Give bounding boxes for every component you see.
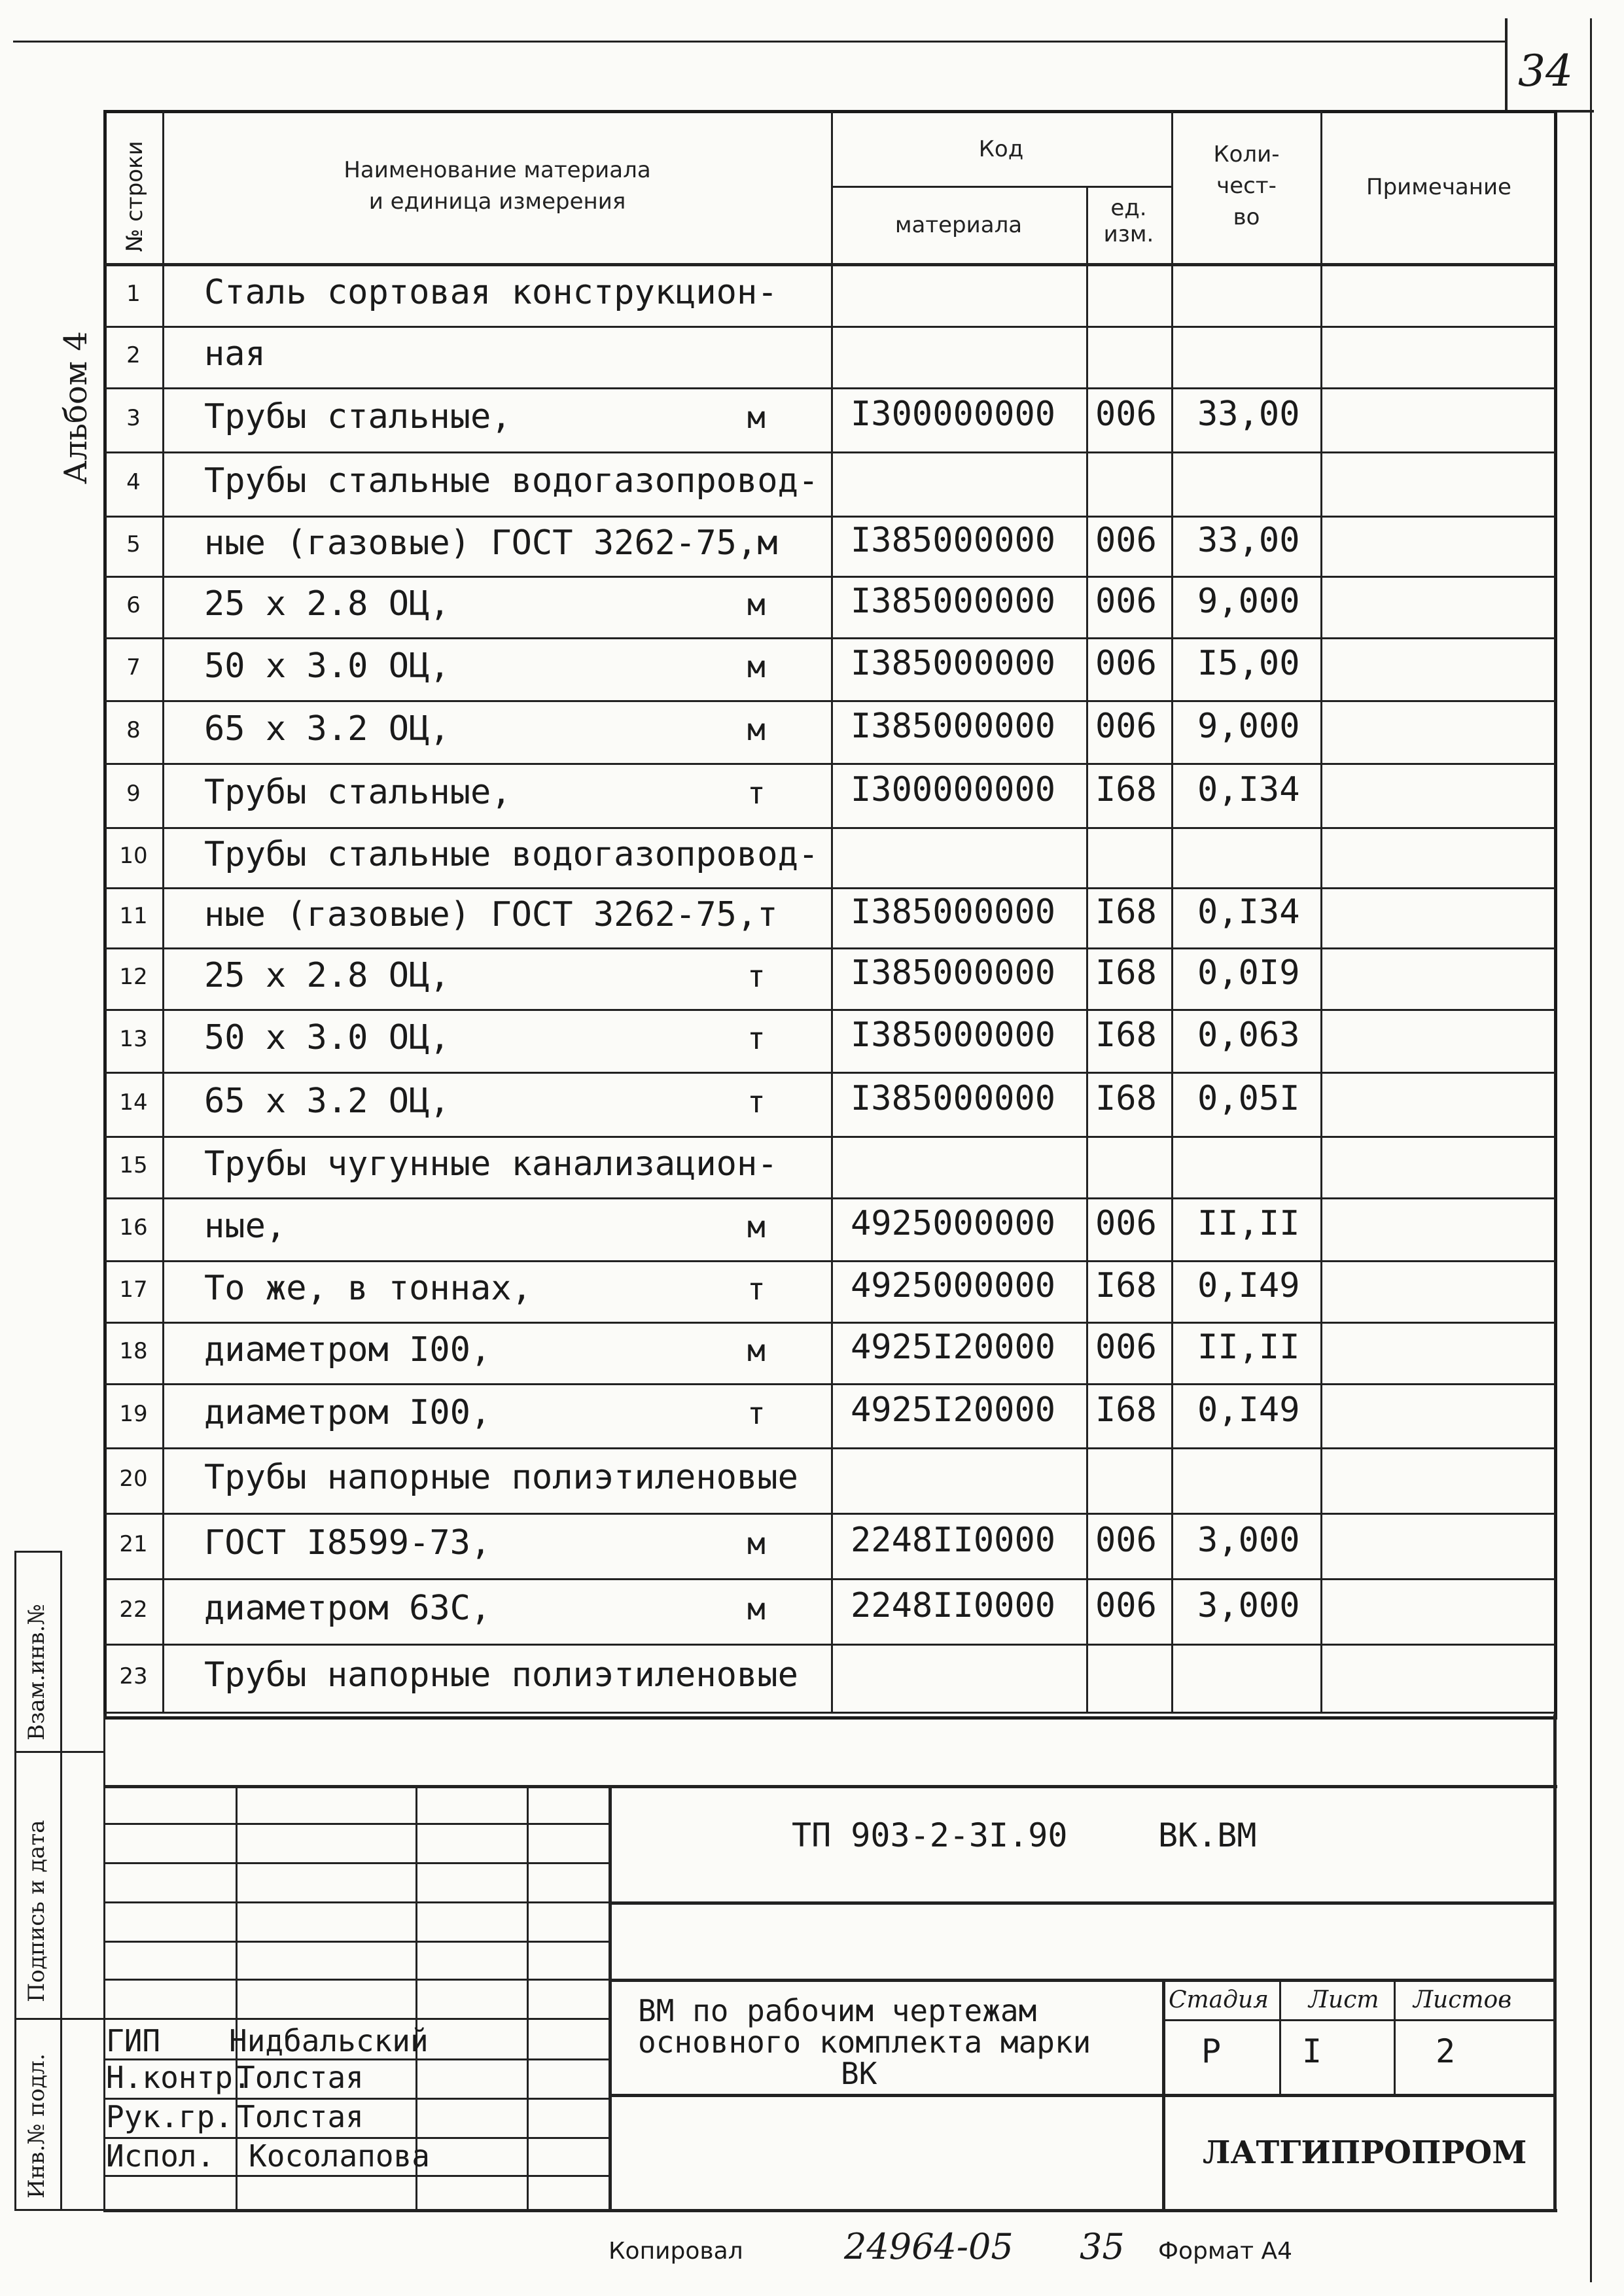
row-unit: м [747, 1591, 766, 1627]
footer-sub: 35 [1080, 2226, 1125, 2267]
row-number: 8 [126, 717, 141, 743]
row-line [105, 1260, 1556, 1262]
row-line [105, 763, 1556, 765]
stage-label: Стадия [1169, 1987, 1269, 2013]
row-unit: м [747, 400, 766, 435]
stamp-bottom-line [103, 2209, 1557, 2212]
row-line [105, 1578, 1556, 1580]
row-code: I300000000 [851, 395, 1056, 434]
col-line-5 [1320, 111, 1322, 1712]
stamp-h4 [105, 1941, 610, 1943]
row-number: 3 [126, 405, 141, 431]
row-name: Трубы напорные полиэтиленовые [204, 1458, 798, 1497]
row-code: I385000000 [851, 892, 1056, 932]
row-code: 2248II0000 [851, 1586, 1056, 1625]
doc-mark: ВК.ВМ [1158, 1816, 1257, 1854]
row-code: I385000000 [851, 521, 1056, 560]
row-code: I385000000 [851, 1016, 1056, 1055]
header-row-no: № строки [122, 141, 148, 252]
row-name: Трубы стальные, [204, 773, 512, 812]
stamp-stage-h [1163, 2019, 1556, 2021]
header-bottom-line [105, 263, 1556, 266]
row-code: I385000000 [851, 707, 1056, 746]
row-number: 10 [119, 843, 148, 869]
col-line-2 [831, 111, 833, 1712]
stamp-code-bottom [610, 1901, 1556, 1905]
sheet-number: 34 [1518, 46, 1573, 96]
row-name: Трубы напорные полиэтиленовые [204, 1655, 798, 1695]
row-name: диаметром 63С, [204, 1589, 491, 1628]
row-unit: м [747, 712, 766, 747]
row-line [105, 1513, 1556, 1515]
stamp-h3 [105, 1901, 610, 1903]
row-name: ные (газовые) ГОСТ 3262-75,т [204, 895, 778, 934]
row-code: I385000000 [851, 582, 1056, 621]
row-number: 22 [119, 1597, 148, 1623]
stamp-v1 [236, 1786, 238, 2210]
row-unit-code: I68 [1095, 953, 1157, 993]
row-name: Трубы стальные водогазопровод- [204, 461, 819, 501]
stamp-h2 [105, 1862, 610, 1864]
row-qty: 9,000 [1197, 582, 1300, 621]
row-unit: т [747, 1271, 766, 1307]
row-name: 50 x 3.0 ОЦ, [204, 646, 450, 686]
row-unit: м [747, 587, 766, 622]
doc-title-line3: ВК [841, 2056, 877, 2091]
stamp-person: Нидбальский [229, 2023, 429, 2058]
row-code: 2248II0000 [851, 1521, 1056, 1560]
row-qty: 0,I49 [1197, 1266, 1300, 1305]
row-number: 17 [119, 1277, 148, 1303]
row-code: I385000000 [851, 644, 1056, 683]
row-qty: 0,0I9 [1197, 953, 1300, 993]
side-strip-top [14, 1551, 62, 1553]
row-unit: м [747, 1209, 766, 1245]
sheet-value: I [1302, 2032, 1322, 2070]
row-code: I385000000 [851, 1079, 1056, 1118]
row-unit: м [747, 1526, 766, 1561]
stamp-person: Толстая [237, 2099, 364, 2134]
side-strip-right [60, 1551, 62, 2210]
header-qty: Коли- чест- во [1213, 141, 1280, 230]
row-qty: 0,I49 [1197, 1390, 1300, 1430]
doc-title-line1: ВМ по рабочим чертежам [638, 1993, 1037, 2028]
row-name: 65 x 3.2 ОЦ, [204, 709, 450, 749]
stamp-h5 [105, 1979, 610, 1981]
row-name: ная [204, 334, 266, 374]
row-unit: т [747, 775, 766, 811]
row-line [105, 451, 1556, 453]
stamp-role: Н.контр. [106, 2060, 251, 2095]
row-unit: т [747, 1396, 766, 1431]
row-number: 1 [126, 281, 141, 307]
row-unit-code: 006 [1095, 707, 1157, 746]
stamp-stage-left [1162, 1980, 1165, 2210]
row-number: 23 [119, 1663, 148, 1689]
side-strip-bottom [14, 2209, 105, 2211]
header-name: Наименование материала и единица измерения [344, 157, 651, 215]
row-number: 13 [119, 1026, 148, 1052]
stamp-stage-v2 [1394, 1980, 1396, 2095]
album-label: Альбом 4 [58, 331, 94, 484]
row-code: 4925I20000 [851, 1328, 1056, 1367]
row-qty: 0,05I [1197, 1079, 1300, 1118]
row-unit: т [747, 1084, 766, 1120]
row-name: ГОСТ I8599-73, [204, 1523, 491, 1563]
row-number: 11 [119, 903, 148, 929]
stamp-v3 [527, 1786, 529, 2210]
row-code: I300000000 [851, 770, 1056, 809]
row-unit-code: 006 [1095, 1586, 1157, 1625]
organization: ЛАТГИПРОПРОМ [1203, 2134, 1527, 2171]
row-name: Трубы чугунные канализацион- [204, 1144, 778, 1184]
row-name: 50 x 3.0 ОЦ, [204, 1018, 450, 1057]
row-qty: 33,00 [1197, 521, 1300, 560]
row-line [105, 1644, 1556, 1646]
row-qty: II,II [1197, 1204, 1300, 1243]
row-unit-code: I68 [1095, 1390, 1157, 1430]
row-code: 4925000000 [851, 1204, 1056, 1243]
side-swap-inv: Взам.инв.№ [24, 1604, 50, 1740]
row-name: диаметром I00, [204, 1393, 491, 1432]
stamp-stage-v1 [1279, 1980, 1281, 2095]
row-line [105, 827, 1556, 829]
col-line-3 [1086, 187, 1088, 1712]
row-qty: 3,000 [1197, 1586, 1300, 1625]
row-line [105, 516, 1556, 518]
stage-value: Р [1201, 2032, 1222, 2070]
row-number: 21 [119, 1531, 148, 1557]
stamp-h6 [105, 2018, 610, 2020]
doc-title-line2: основного комплекта марки [638, 2024, 1091, 2060]
row-code: 4925I20000 [851, 1390, 1056, 1430]
row-unit: м [747, 649, 766, 684]
stamp-title-top [610, 1979, 1556, 1982]
row-name: 25 x 2.8 ОЦ, [204, 584, 450, 624]
row-line [105, 700, 1556, 702]
row-unit-code: 006 [1095, 1521, 1157, 1560]
row-number: 15 [119, 1152, 148, 1178]
trim-line-top [13, 41, 1505, 43]
row-unit-code: I68 [1095, 770, 1157, 809]
trim-line-right [1590, 18, 1592, 2282]
side-strip-left [14, 1551, 16, 2210]
stamp-person: Толстая [237, 2060, 364, 2095]
row-code: 4925000000 [851, 1266, 1056, 1305]
row-number: 12 [119, 964, 148, 990]
row-number: 5 [126, 531, 141, 557]
row-line [105, 326, 1556, 328]
row-line [105, 1009, 1556, 1011]
stamp-title-bottom [610, 2094, 1556, 2097]
row-qty: 3,000 [1197, 1521, 1300, 1560]
stamp-h1 [105, 1823, 610, 1825]
row-name: Трубы стальные водогазопровод- [204, 835, 819, 874]
stamp-right-line [1553, 1714, 1557, 2212]
row-unit-code: I68 [1095, 1079, 1157, 1118]
side-sign-date: Подпись и дата [24, 1820, 50, 2002]
row-line [105, 1072, 1556, 1074]
row-name: Сталь сортовая конструкцион- [204, 273, 778, 312]
stamp-person: Косолапова [249, 2138, 430, 2174]
row-number: 14 [119, 1089, 148, 1116]
stamp-v4 [609, 1786, 612, 2210]
row-name: Трубы стальные, [204, 397, 512, 436]
row-unit-code: I68 [1095, 1016, 1157, 1055]
row-unit-code: 006 [1095, 582, 1157, 621]
header-note: Примечание [1366, 174, 1511, 200]
sheet-label: Лист [1309, 1987, 1379, 2013]
stamp-top-line [103, 1785, 1557, 1788]
row-code: I385000000 [851, 953, 1056, 993]
row-line [105, 637, 1556, 639]
row-name: диаметром I00, [204, 1330, 491, 1369]
row-number: 16 [119, 1214, 148, 1241]
row-number: 2 [126, 342, 141, 368]
col-line-4 [1171, 111, 1173, 1712]
row-unit-code: 006 [1095, 1328, 1157, 1367]
row-line [105, 887, 1556, 889]
row-unit-code: 006 [1095, 644, 1157, 683]
row-qty: 0,I34 [1197, 892, 1300, 932]
footer-copied: Копировал [609, 2238, 743, 2265]
row-name: 25 x 2.8 ОЦ, [204, 956, 450, 995]
row-qty: II,II [1197, 1328, 1300, 1367]
row-number: 4 [126, 469, 141, 495]
row-line [105, 576, 1556, 578]
row-qty: 0,063 [1197, 1016, 1300, 1055]
row-qty: 33,00 [1197, 395, 1300, 434]
row-line [105, 1322, 1556, 1324]
row-number: 20 [119, 1466, 148, 1492]
row-number: 9 [126, 781, 141, 807]
stamp-role: Испол. [106, 2138, 215, 2174]
row-unit-code: 006 [1095, 395, 1157, 434]
row-name: ные, [204, 1207, 287, 1246]
row-line [105, 387, 1556, 389]
table-bottom-line [105, 1712, 1556, 1714]
row-line [105, 1447, 1556, 1449]
row-name: То же, в тоннах, [204, 1269, 532, 1308]
header-code-material: материала [894, 212, 1023, 238]
row-number: 19 [119, 1401, 148, 1427]
doc-code: ТП 903-2-3I.90 [792, 1816, 1068, 1854]
footer-format: Формат А4 [1158, 2238, 1293, 2265]
sheets-value: 2 [1436, 2032, 1456, 2070]
row-line [105, 1197, 1556, 1199]
row-qty: 0,I34 [1197, 770, 1300, 809]
stamp-role: ГИП [106, 2023, 161, 2058]
row-number: 18 [119, 1338, 148, 1364]
row-line [105, 947, 1556, 949]
row-qty: 9,000 [1197, 707, 1300, 746]
row-unit-code: I68 [1095, 892, 1157, 932]
sheets-label: Листов [1413, 1987, 1512, 2013]
row-name: ные (газовые) ГОСТ 3262-75,м [204, 523, 778, 563]
header-code: Код [978, 136, 1024, 162]
row-qty: I5,00 [1197, 644, 1300, 683]
footer-number: 24964-05 [844, 2226, 1014, 2267]
side-strip-div2 [14, 2018, 105, 2020]
col-line-1 [162, 111, 164, 1712]
row-unit-code: 006 [1095, 1204, 1157, 1243]
row-unit: т [747, 1021, 766, 1056]
row-unit: т [747, 959, 766, 994]
stamp-role: Рук.гр. [106, 2099, 233, 2134]
stamp-h10 [105, 2175, 610, 2177]
row-line [105, 1383, 1556, 1385]
row-number: 7 [126, 654, 141, 680]
row-number: 6 [126, 592, 141, 618]
row-unit-code: 006 [1095, 521, 1157, 560]
side-strip-div1 [14, 1751, 105, 1753]
header-code-unit: ед. изм. [1103, 195, 1154, 247]
row-unit-code: I68 [1095, 1266, 1157, 1305]
side-inv-orig: Инв.№ подл. [24, 2053, 50, 2199]
row-line [105, 1136, 1556, 1138]
code-split-line [831, 186, 1171, 188]
row-name: 65 x 3.2 ОЦ, [204, 1082, 450, 1121]
row-unit: м [747, 1333, 766, 1368]
